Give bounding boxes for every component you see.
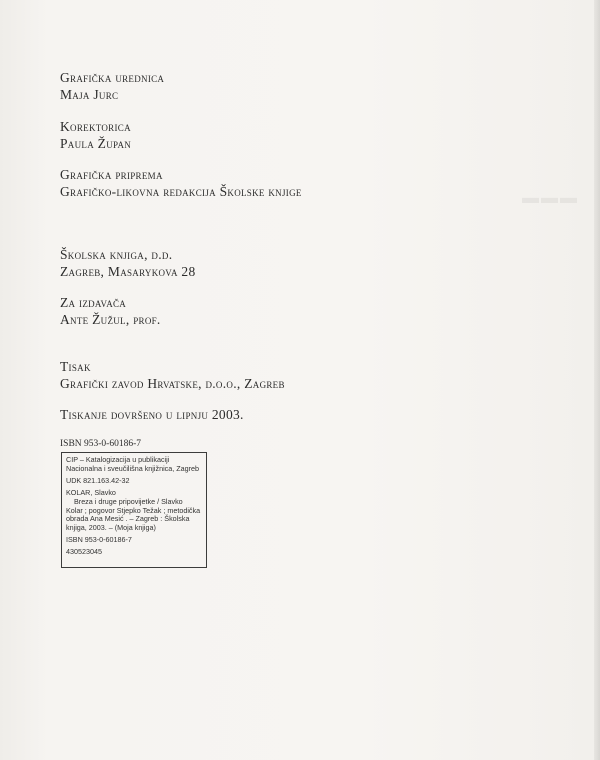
for-publisher-block xyxy=(60,294,161,328)
cip-author: KOLAR, Slavko xyxy=(66,487,116,497)
isbn: ISBN 953-0-60186-7 xyxy=(60,439,142,449)
cip-description-line: Kolar ; pogovor Stjepko Težak ; metodička xyxy=(66,505,201,515)
publisher-name: Školska knjiga, d.d. xyxy=(60,247,173,262)
cip-description-line: Breza i druge pripovijetke / Slavko xyxy=(74,496,183,506)
page-edge xyxy=(594,0,600,760)
cip-header-line: Nacionalna i sveučilišna knjižnica, Zagreb xyxy=(66,463,200,473)
cip-description-line: obrada Ana Mesić . – Zagreb : Školska xyxy=(66,514,190,524)
printing-block xyxy=(60,358,285,392)
cip-record-box xyxy=(61,452,207,568)
credit-graphic-editor xyxy=(60,69,164,103)
for-publisher-name: Ante Žužul, prof. xyxy=(60,312,161,327)
publisher-block xyxy=(60,246,196,280)
credit-role: Grafička priprema xyxy=(60,167,163,182)
print-completed-block xyxy=(60,406,244,423)
credit-prepress xyxy=(60,166,302,200)
cip-record-number: 430523045 xyxy=(66,547,102,557)
printing-label: Tisak xyxy=(60,359,91,374)
publisher-address: Zagreb, Masarykova 28 xyxy=(60,264,196,279)
cip-description-line: knjiga, 2003. – (Moja knjiga) xyxy=(66,523,156,533)
credit-proofreader xyxy=(60,118,131,152)
credit-name: Maja Jurc xyxy=(60,87,119,102)
credit-role: Grafička urednica xyxy=(60,70,165,85)
cip-header-line: CIP – Katalogizacija u publikaciji xyxy=(66,455,170,464)
cip-isbn: ISBN 953-0-60186-7 xyxy=(66,535,132,545)
printer-name: Grafički zavod Hrvatske, d.o.o., Zagreb xyxy=(60,376,285,391)
credit-name: Grafičko-likovna redakcija Školske knjige xyxy=(60,184,302,199)
print-completed: Tiskanje dovršeno u lipnju 2003. xyxy=(60,407,244,422)
cip-udk: UDK 821.163.42-32 xyxy=(66,475,130,485)
credit-name: Paula Župan xyxy=(60,136,132,151)
for-publisher-label: Za izdavača xyxy=(60,295,127,310)
show-through-mark: ▬▬▬ xyxy=(520,188,577,207)
credit-role: Korektorica xyxy=(60,119,131,134)
